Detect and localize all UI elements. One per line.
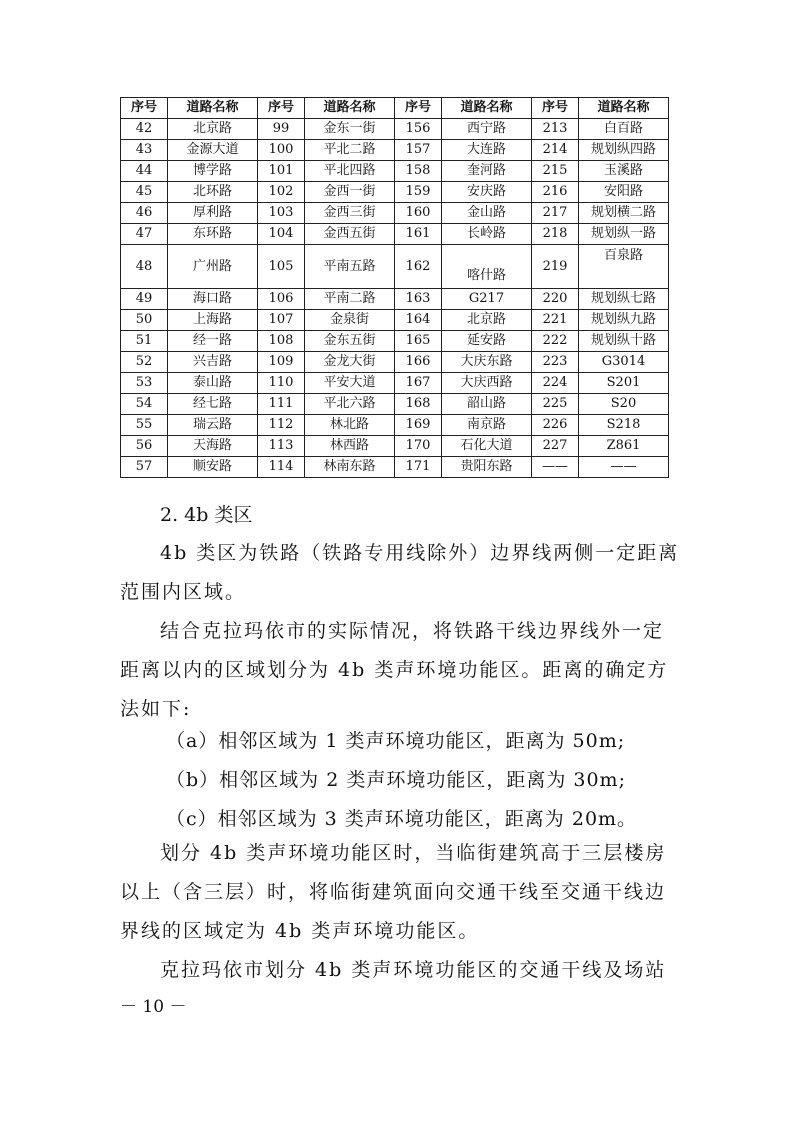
table-row <box>121 224 669 245</box>
row-number-cell: 110 <box>258 373 305 394</box>
row-number-cell: 50 <box>121 310 168 331</box>
row-number-cell: 215 <box>532 161 579 182</box>
row-number-cell: 52 <box>121 352 168 373</box>
row-number-cell: 214 <box>532 140 579 161</box>
road-name-cell: 金东一街 <box>305 119 395 140</box>
table-header-row <box>121 98 669 119</box>
road-name-cell: 规划纵四路 <box>579 140 669 161</box>
distance-item-b: （b）相邻区域为 2 类声环境功能区，距离为 30m; <box>166 769 626 791</box>
row-number-cell: 42 <box>121 119 168 140</box>
road-name-cell: G217 <box>442 289 532 310</box>
row-number-cell: 171 <box>395 457 442 478</box>
road-name-cell: 北京路 <box>168 119 258 140</box>
road-name-cell: 大庆东路 <box>442 352 532 373</box>
header-name-3: 道路名称 <box>442 98 532 119</box>
row-number-cell: 159 <box>395 182 442 203</box>
row-number-cell: 102 <box>258 182 305 203</box>
row-number-cell: 99 <box>258 119 305 140</box>
row-number-cell: 105 <box>258 245 305 289</box>
row-number-cell: 224 <box>532 373 579 394</box>
table-row <box>121 373 669 394</box>
table-row <box>121 331 669 352</box>
row-number-cell: 168 <box>395 394 442 415</box>
road-name-cell: 韶山路 <box>442 394 532 415</box>
road-name-cell: 规划纵十路 <box>579 331 669 352</box>
header-no-1: 序号 <box>121 98 168 119</box>
road-name-cell: 大庆西路 <box>442 373 532 394</box>
road-name-cell: 平北六路 <box>305 394 395 415</box>
row-number-cell: 217 <box>532 203 579 224</box>
row-number-cell: 43 <box>121 140 168 161</box>
road-name-cell: 瑞云路 <box>168 415 258 436</box>
road-name-cell: Z861 <box>579 436 669 457</box>
row-number-cell: 103 <box>258 203 305 224</box>
distance-item-a: （a）相邻区域为 1 类声环境功能区，距离为 50m; <box>166 730 626 752</box>
road-name-cell: 平南二路 <box>305 289 395 310</box>
road-name-cell: 东环路 <box>168 224 258 245</box>
road-name-cell: 平安大道 <box>305 373 395 394</box>
table-row <box>121 457 669 478</box>
table-row <box>121 415 669 436</box>
road-name-cell: 上海路 <box>168 310 258 331</box>
road-name-cell: 金东五街 <box>305 331 395 352</box>
header-no-4: 序号 <box>532 98 579 119</box>
row-number-cell: 225 <box>532 394 579 415</box>
header-no-2: 序号 <box>258 98 305 119</box>
row-number-cell: 222 <box>532 331 579 352</box>
road-name-cell: 经一路 <box>168 331 258 352</box>
row-number-cell: 223 <box>532 352 579 373</box>
road-name-cell: 大连路 <box>442 140 532 161</box>
row-number-cell: —— <box>532 457 579 478</box>
row-number-cell: 106 <box>258 289 305 310</box>
road-name-cell: 林北路 <box>305 415 395 436</box>
row-number-cell: 55 <box>121 415 168 436</box>
road-name-cell: 林南东路 <box>305 457 395 478</box>
distance-item-c: （c）相邻区域为 3 类声环境功能区，距离为 20m。 <box>166 808 638 830</box>
header-no-3: 序号 <box>395 98 442 119</box>
road-name-cell: 顺安路 <box>168 457 258 478</box>
row-number-cell: 46 <box>121 203 168 224</box>
table-row <box>121 203 669 224</box>
row-number-cell: 107 <box>258 310 305 331</box>
row-number-cell: 47 <box>121 224 168 245</box>
row-number-cell: 51 <box>121 331 168 352</box>
row-number-cell: 48 <box>121 245 168 289</box>
road-name-cell: 博学路 <box>168 161 258 182</box>
table-body <box>121 119 669 478</box>
row-number-cell: 49 <box>121 289 168 310</box>
road-name-cell: 百泉路 <box>579 245 669 289</box>
table-row <box>121 352 669 373</box>
table-row <box>121 182 669 203</box>
road-name-cell: 平南五路 <box>305 245 395 289</box>
row-number-cell: 213 <box>532 119 579 140</box>
road-name-cell: 喀什路 <box>442 245 532 289</box>
table-row <box>121 310 669 331</box>
row-number-cell: 226 <box>532 415 579 436</box>
row-number-cell: 221 <box>532 310 579 331</box>
closing-paragraph: 克拉玛依市划分 4b 类声环境功能区的交通干线及场站 <box>160 959 667 981</box>
row-number-cell: 54 <box>121 394 168 415</box>
row-number-cell: 216 <box>532 182 579 203</box>
road-table <box>120 97 669 478</box>
road-name-cell: 安阳路 <box>579 182 669 203</box>
road-name-cell: 安庆路 <box>442 182 532 203</box>
row-number-cell: 111 <box>258 394 305 415</box>
road-name-cell: 规划纵九路 <box>579 310 669 331</box>
road-name-cell: 石化大道 <box>442 436 532 457</box>
row-number-cell: 167 <box>395 373 442 394</box>
road-name-cell: G3014 <box>579 352 669 373</box>
road-name-cell: 金西一街 <box>305 182 395 203</box>
definition-paragraph: 4b 类区为铁路（铁路专用线除外）边界线两侧一定距离范围内区域。 <box>120 542 680 603</box>
road-name-cell: 金源大道 <box>168 140 258 161</box>
row-number-cell: 165 <box>395 331 442 352</box>
page-number: － 10 － <box>120 997 187 1017</box>
road-name-cell: 长岭路 <box>442 224 532 245</box>
road-name-cell: 西宁路 <box>442 119 532 140</box>
road-name-cell: 金西三街 <box>305 203 395 224</box>
road-name-cell: 经七路 <box>168 394 258 415</box>
row-number-cell: 100 <box>258 140 305 161</box>
row-number-cell: 219 <box>532 245 579 289</box>
road-name-cell: 金龙大街 <box>305 352 395 373</box>
row-number-cell: 218 <box>532 224 579 245</box>
row-number-cell: 170 <box>395 436 442 457</box>
road-name-cell: 兴吉路 <box>168 352 258 373</box>
road-name-cell: 北环路 <box>168 182 258 203</box>
road-name-cell: 厚利路 <box>168 203 258 224</box>
table-row <box>121 161 669 182</box>
row-number-cell: 157 <box>395 140 442 161</box>
table-row <box>121 436 669 457</box>
road-name-cell: 金泉街 <box>305 310 395 331</box>
section-heading: 2. 4b 类区 <box>160 504 253 526</box>
road-name-cell: 平北四路 <box>305 161 395 182</box>
row-number-cell: 158 <box>395 161 442 182</box>
row-number-cell: 53 <box>121 373 168 394</box>
row-number-cell: 163 <box>395 289 442 310</box>
row-number-cell: 108 <box>258 331 305 352</box>
header-name-2: 道路名称 <box>305 98 395 119</box>
road-name-cell: 贵阳东路 <box>442 457 532 478</box>
row-number-cell: 160 <box>395 203 442 224</box>
road-name-cell: 林西路 <box>305 436 395 457</box>
row-number-cell: 56 <box>121 436 168 457</box>
table-row <box>121 394 669 415</box>
road-name-cell: 规划纵一路 <box>579 224 669 245</box>
road-name-cell: 金山路 <box>442 203 532 224</box>
row-number-cell: 44 <box>121 161 168 182</box>
row-number-cell: 166 <box>395 352 442 373</box>
table-row <box>121 289 669 310</box>
row-number-cell: 109 <box>258 352 305 373</box>
row-number-cell: 45 <box>121 182 168 203</box>
row-number-cell: 169 <box>395 415 442 436</box>
row-number-cell: 114 <box>258 457 305 478</box>
road-name-cell: 广州路 <box>168 245 258 289</box>
header-name-1: 道路名称 <box>168 98 258 119</box>
road-name-cell: —— <box>579 457 669 478</box>
road-name-cell: 天海路 <box>168 436 258 457</box>
row-number-cell: 104 <box>258 224 305 245</box>
row-number-cell: 227 <box>532 436 579 457</box>
road-name-cell: 规划纵七路 <box>579 289 669 310</box>
method-paragraph: 结合克拉玛依市的实际情况，将铁路干线边界线外一定距离以内的区域划分为 4b 类声环境功能区。距离的确定方法如下: <box>120 620 669 720</box>
row-number-cell: 162 <box>395 245 442 289</box>
row-number-cell: 156 <box>395 119 442 140</box>
road-name-cell: 延安路 <box>442 331 532 352</box>
table-row <box>121 140 669 161</box>
road-name-cell: 北京路 <box>442 310 532 331</box>
road-name-cell: 海口路 <box>168 289 258 310</box>
row-number-cell: 113 <box>258 436 305 457</box>
road-name-cell: S20 <box>579 394 669 415</box>
road-name-cell: 金西五街 <box>305 224 395 245</box>
road-name-cell: 白百路 <box>579 119 669 140</box>
row-number-cell: 57 <box>121 457 168 478</box>
road-name-cell: S201 <box>579 373 669 394</box>
building-rule-paragraph: 划分 4b 类声环境功能区时，当临街建筑高于三层楼房以上（含三层）时，将临街建筑面向交通干线至交通干线边界线的区域定为 4b 类声环境功能区。 <box>120 842 667 942</box>
row-number-cell: 112 <box>258 415 305 436</box>
road-name-cell: 玉溪路 <box>579 161 669 182</box>
table-row <box>121 119 669 140</box>
row-number-cell: 161 <box>395 224 442 245</box>
road-name-cell: 奎河路 <box>442 161 532 182</box>
road-name-cell: 平北二路 <box>305 140 395 161</box>
row-number-cell: 101 <box>258 161 305 182</box>
road-name-cell: 规划横二路 <box>579 203 669 224</box>
header-name-4: 道路名称 <box>579 98 669 119</box>
row-number-cell: 220 <box>532 289 579 310</box>
road-name-cell: 泰山路 <box>168 373 258 394</box>
table-row <box>121 245 669 289</box>
row-number-cell: 164 <box>395 310 442 331</box>
road-name-cell: S218 <box>579 415 669 436</box>
road-name-cell: 南京路 <box>442 415 532 436</box>
